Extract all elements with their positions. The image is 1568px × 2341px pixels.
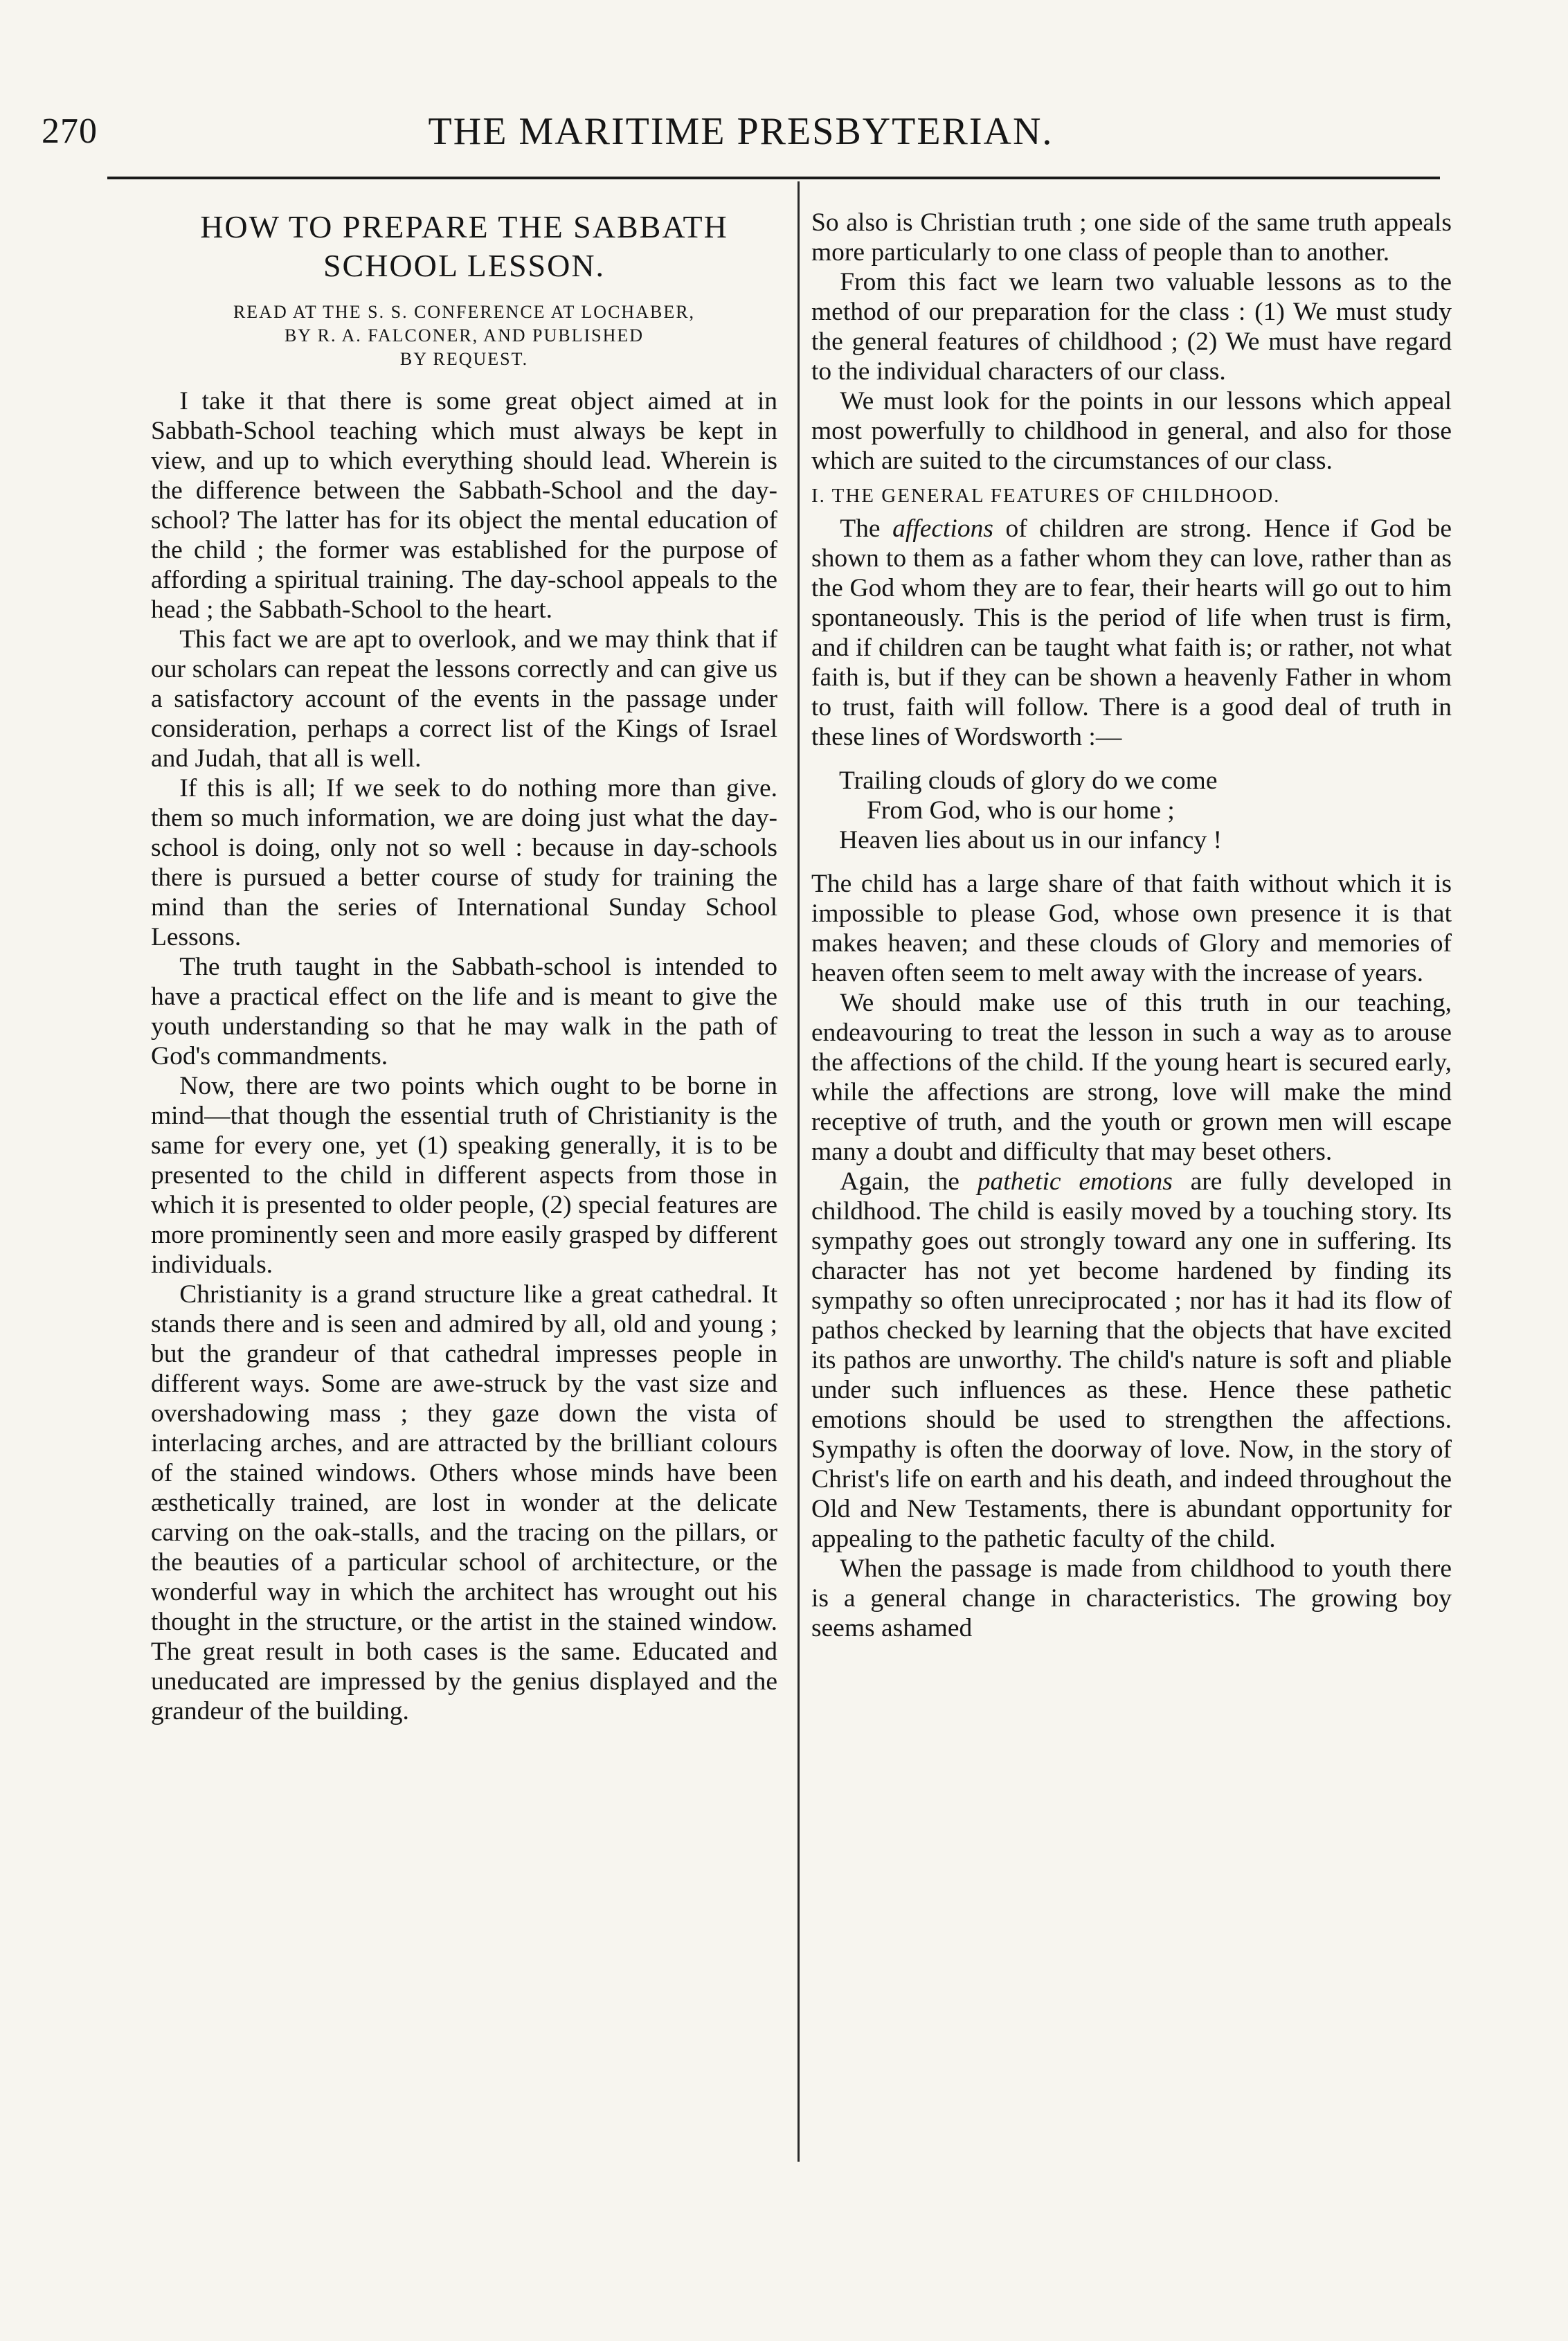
- paragraph: From this fact we learn two valuable lessons as to the method of our preparation for the class : (1) We must study the general features of childhood ; (2) We must have regard to the individual characters of our class.: [811, 268, 1452, 386]
- paragraph: [811, 514, 1452, 752]
- paragraph: I take it that there is some great object aimed at in Sabbath-School teaching which must always be kept in view, and up to which everything should lead. Wherein is the difference between the Sabbath-School and the day-school? The latter has for its object the mental education of the child ; the former was established for the purpose of affording a spiritual training. The day-school appeals to the head ; the Sabbath-School to the heart.: [151, 387, 777, 624]
- paragraph: Christianity is a grand structure like a great cathedral. It stands there and is seen and admired by all, old and young ; but the grandeur of that cathedral impresses people in different ways. Some are awe-struck by the vast size and overshadowing mass ; they gaze down the vista of interlacing arches, and are attracted by the brilliant colours of the stained windows. Others whose minds have been æsthetically trained, are lost in wonder at the delicate carving on the oak-stalls, and the tracing on the pillars, or the beauties of a particular school of architecture, or the wonderful way in which the architect has wrought out his thought in the structure, or the artist in the stained window. The great result in both cases is the same. Educated and uneducated are impressed by the genius displayed and the grandeur of the building.: [151, 1280, 777, 1725]
- poem-line: From God, who is our home ;: [867, 796, 1175, 825]
- section-heading: I. THE GENERAL FEATURES OF CHILDHOOD.: [811, 485, 1281, 507]
- italic-text: pathetic emotions: [977, 1167, 1173, 1196]
- page-number: 270: [42, 111, 98, 151]
- text-run: The: [840, 514, 893, 543]
- paragraph: We must look for the points in our lessons which appeal most powerfully to childhood in general, and also for those which are suited to the circumstances of our class.: [811, 387, 1452, 475]
- article-title-line-1: HOW TO PREPARE THE SABBATH: [200, 209, 728, 244]
- paragraph: This fact we are apt to overlook, and we may think that if our scholars can repeat the lessons correctly and can give us a satisfactory account of the events in the passage under consideration, perhaps a correct list of the Kings of Israel and Judah, that all is well.: [151, 625, 777, 773]
- paragraph: [811, 1167, 1452, 1554]
- column-divider: [797, 181, 800, 2162]
- byline-line-3: BY REQUEST.: [399, 349, 529, 369]
- page-header: [42, 104, 1440, 166]
- journal-title: THE MARITIME PRESBYTERIAN.: [428, 110, 1054, 153]
- text-run: Again, the: [840, 1167, 977, 1196]
- right-column: [811, 208, 1452, 1643]
- poem-line: Trailing clouds of glory do we come: [839, 766, 1218, 795]
- paragraph: Now, there are two points which ought to be borne in mind—that though the essential truth of Christianity is the same for every one, yet (1) speaking generally, it is to be presented to the child in different aspects from those in which it is presented to older people, (2) special features are more prominently seen and more easily grasped by different individuals.: [151, 1072, 777, 1279]
- paragraph: So also is Christian truth ; one side of the same truth appeals more particularly to one class of people than to another.: [811, 208, 1452, 267]
- poem-quote: [839, 766, 1452, 855]
- paragraph: The truth taught in the Sabbath-school is intended to have a practical effect on the life and is meant to give the youth understanding so that he may walk in the path of God's commandments.: [151, 953, 777, 1070]
- header-rule: [107, 177, 1440, 179]
- italic-text: affections: [892, 514, 993, 543]
- left-column: [151, 208, 777, 1726]
- paragraph: We should make use of this truth in our teaching, endeavouring to treat the lesson in such a way as to arouse the affections of the child. If the young heart is secured early, while the affections are strong, love will make the mind receptive of truth, and the youth or grown men will escape many a doubt and difficulty that may beset others.: [811, 989, 1452, 1166]
- paragraph: The child has a large share of that faith without which it is impossible to please God, whose own presence it is that makes heaven; and these clouds of Glory and memories of heaven often seem to melt away with the increase of years.: [811, 870, 1452, 987]
- article-title-line-2: SCHOOL LESSON.: [323, 248, 606, 283]
- text-run: of children are strong. Hence if God be shown to them as a father whom they can love, rather than as the God whom they are to fear, their hearts will go out to him spontaneously. This is the period of life when trust is firm, and if children can be taught what faith is; or rather, not what faith is, but if they can be shown a heavenly Father in whom to trust, faith will follow. There is a good deal of truth in these lines of Wordsworth :—: [811, 514, 1452, 751]
- poem-line: Heaven lies about us in our infancy !: [839, 826, 1222, 854]
- paragraph: When the passage is made from childhood to youth there is a general change in characteristics. The growing boy seems ashamed: [811, 1554, 1452, 1642]
- text-run: are fully developed in childhood. The child is easily moved by a touching story. Its sympathy goes out strongly toward any one in suffering. Its character has not yet become hardened by finding its sympathy so often unreciprocated ; nor has it had its flow of pathos checked by learning that the objects that have excited its pathos are unworthy. The child's nature is soft and pliable under such influences as these. Hence these pathetic emotions should be used to strengthen the affections. Sympathy is often the doorway of love. Now, in the story of Christ's life on earth and his death, and indeed throughout the Old and New Testaments, there is abundant opportunity for appealing to the pathetic faculty of the child.: [811, 1167, 1452, 1553]
- paragraph: If this is all; If we seek to do nothing more than give. them so much information, we are doing just what the day-school is doing, only not so well : because in day-schools there is pursued a better course of study for training the mind than the series of International Sunday School Lessons.: [151, 774, 777, 951]
- byline-line-1: READ AT THE S. S. CONFERENCE AT LOCHABER,: [233, 302, 696, 322]
- article-byline: [151, 301, 777, 371]
- byline-line-2: BY R. A. FALCONER, AND PUBLISHED: [284, 325, 645, 346]
- article-title: [151, 208, 777, 285]
